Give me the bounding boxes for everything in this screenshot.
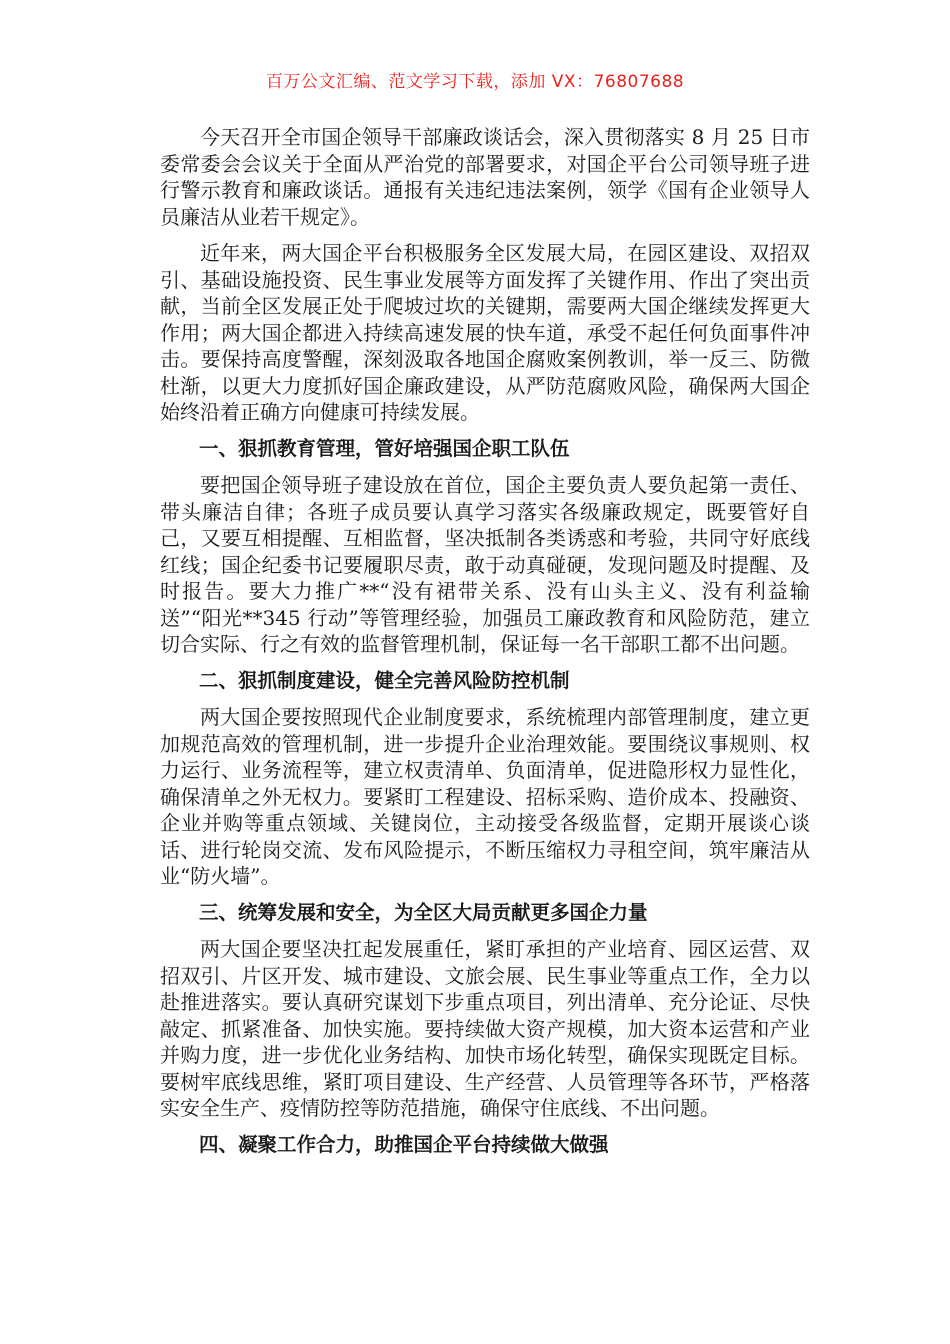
paragraph-section-2: 两大国企要按照现代企业制度要求，系统梳理内部管理制度，建立更加规范高效的管理机制，进一步提升企业治理效能。要围绕议事规则、权力运行、业务流程等，建立权责清单、负面清单，促进隐形权力显性化，确保清单之外无权力。要紧盯工程建设、招标采购、造价成本、投融资、企业并购等重点领域、关键岗位，主动接受各级监督，定期开展谈心谈话、进行轮岗交流、发布风险提示，不断压缩权力寻租空间，筑牢廉洁从业“防火墙”。 xyxy=(160,705,810,888)
paragraph-section-3: 两大国企要坚决扛起发展重任，紧盯承担的产业培育、园区运营、双招双引、片区开发、城市建设、文旅会展、民生事业等重点工作，全力以赴推进落实。要认真研究谋划下步重点项目，列出清单、充分论证、尽快敲定、抓紧准备、加快实施。要持续做大资产规模，加大资本运营和产业并购力度，进一步优化业务结构、加快市场化转型，确保实现既定目标。要树牢底线思维，紧盯项目建设、生产经营、人员管理等各环节，严格落实安全生产、疫情防控等防范措施，确保守住底线、不出问题。 xyxy=(160,937,810,1120)
paragraph-intro: 今天召开全市国企领导干部廉政谈话会，深入贯彻落实 8 月 25 日市委常委会会议关于全面从严治党的部署要求，对国企平台公司领导班子进行警示教育和廉政谈话。通报有关违纪违法案例，领学《国有企业领导人员廉洁从业若干规定》。 xyxy=(160,125,810,229)
paragraph-background: 近年来，两大国企平台积极服务全区发展大局，在园区建设、双招双引、基础设施投资、民生事业发展等方面发挥了关键作用、作出了突出贡献，当前全区发展正处于爬坡过坎的关键期，需要两大国企继续发挥更大作用；两大国企都进入持续高速发展的快车道，承受不起任何负面事件冲击。要保持高度警醒，深刻汲取各地国企腐败案例教训，举一反三、防微杜渐，以更大力度抓好国企廉政建设，从严防范腐败风险，确保两大国企始终沿着正确方向健康可持续发展。 xyxy=(160,241,810,424)
document-body xyxy=(160,124,810,1168)
watermark-header: 百万公文汇编、范文学习下载，添加 VX：76807688 xyxy=(265,72,685,92)
paragraph-section-1: 要把国企领导班子建设放在首位，国企主要负责人要负起第一责任、带头廉洁自律；各班子成员要认真学习落实各级廉政规定，既要管好自己，又要互相提醒、互相监督，坚决抵制各类诱惑和考验，共同守好底线红线；国企纪委书记要履职尽责，敢于动真碰硬，发现问题及时提醒、及时报告。要大力推广**“没有裙带关系、没有山头主义、没有利益输送”“阳光**345 行动”等管理经验，加强员工廉政教育和风险防范，建立切合实际、行之有效的监督管理机制，保证每一名干部职工都不出问题。 xyxy=(160,473,810,656)
section-heading-4: 四、凝聚工作合力，助推国企平台持续做大做强 xyxy=(199,1132,609,1156)
section-heading-2: 二、狠抓制度建设，健全完善风险防控机制 xyxy=(199,668,570,692)
section-heading-3: 三、统筹发展和安全，为全区大局贡献更多国企力量 xyxy=(199,900,648,924)
section-heading-1: 一、狠抓教育管理，管好培强国企职工队伍 xyxy=(199,436,570,460)
